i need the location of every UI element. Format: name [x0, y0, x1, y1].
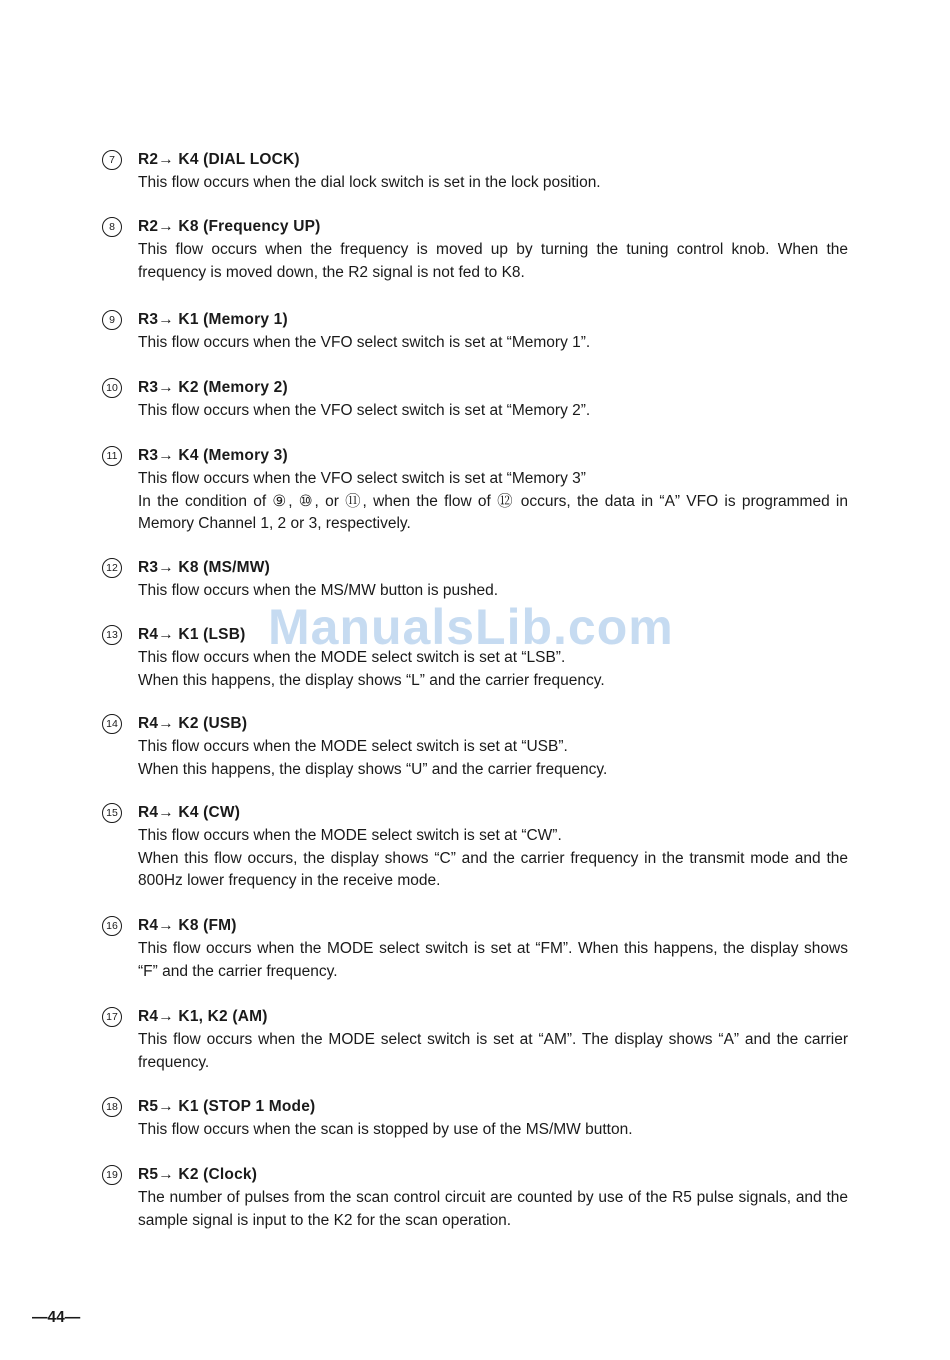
item-body — [138, 400, 848, 423]
item-text: This flow occurs when the dial lock switch is set in the lock position. — [138, 174, 601, 191]
item-text: This flow occurs when the MODE select switch is set at “USB”. — [138, 738, 568, 755]
item-number: 13 — [102, 625, 122, 645]
item-body — [138, 1029, 848, 1074]
item-text: The number of pulses from the scan control circuit are counted by use of the R5 pulse signals, and the sample signal is input to the K2 for the scan operation. — [138, 1189, 848, 1229]
item-number: 10 — [102, 378, 122, 398]
item-text: This flow occurs when the VFO select switch is set at “Memory 1”. — [138, 334, 591, 351]
item-text: When this flow occurs, the display shows “C” and the carrier frequency in the transmit mode and the 800Hz lower frequency in the receive mode. — [138, 849, 848, 889]
item-text: This flow occurs when the MODE select switch is set at “CW”. — [138, 827, 562, 844]
item-number: 17 — [102, 1007, 122, 1027]
item-number: 14 — [102, 714, 122, 734]
item-body — [138, 172, 848, 195]
item-heading: R5→ K1 (STOP 1 Mode) — [138, 1098, 316, 1115]
item-text: This flow occurs when the MS/MW button is pushed. — [138, 582, 499, 599]
item-body — [138, 1119, 848, 1142]
item-number: 9 — [102, 310, 122, 330]
item-text: This flow occurs when the frequency is moved up by turning the tuning control knob. When the frequency is moved down, the R2 signal is not fed to K8. — [138, 241, 848, 281]
item-text: This flow occurs when the VFO select switch is set at “Memory 2”. — [138, 402, 591, 419]
watermark: ManualsLib.com — [268, 599, 674, 655]
item-body — [138, 736, 848, 781]
item-number: 8 — [102, 217, 122, 237]
item-text: When this happens, the display shows “L” and the carrier frequency. — [138, 671, 605, 689]
item-heading: R3→ K1 (Memory 1) — [138, 311, 288, 328]
item-heading: R4→ K1 (LSB) — [138, 626, 246, 643]
item-text: This flow occurs when the MODE select switch is set at “AM”. The display shows “A” and the carrier frequency. — [138, 1031, 848, 1071]
item-body — [138, 468, 848, 536]
item-heading: R4→ K4 (CW) — [138, 804, 241, 821]
item-text: When this happens, the display shows “U” and the carrier frequency. — [138, 760, 608, 778]
item-heading: R4→ K1, K2 (AM) — [138, 1008, 268, 1025]
item-heading: R4→ K2 (USB) — [138, 715, 248, 732]
item-heading: R3→ K2 (Memory 2) — [138, 379, 288, 396]
item-body — [138, 239, 848, 284]
item-text: This flow occurs when the MODE select switch is set at “FM”. When this happens, the display shows “F” and the carrier frequency. — [138, 940, 848, 980]
item-heading: R3→ K8 (MS/MW) — [138, 559, 270, 576]
item-heading: R2→ K4 (DIAL LOCK) — [138, 151, 300, 168]
item-text: This flow occurs when the MODE select switch is set at “LSB”. — [138, 649, 566, 666]
item-body — [138, 825, 848, 893]
item-text: In the condition of ⑨, ⑩, or ⑪, when the flow of ⑫ occurs, the data in “A” VFO is programmed in Memory Channel 1, 2 or 3, respectively. — [138, 492, 848, 532]
item-number: 7 — [102, 150, 122, 170]
page-number: —44— — [32, 1309, 81, 1326]
item-body — [138, 1187, 848, 1232]
item-heading: R5→ K2 (Clock) — [138, 1166, 258, 1183]
item-number: 19 — [102, 1165, 122, 1185]
item-number: 15 — [102, 803, 122, 823]
item-number: 11 — [102, 446, 122, 466]
item-text: This flow occurs when the scan is stopped by use of the MS/MW button. — [138, 1121, 633, 1138]
item-heading: R3→ K4 (Memory 3) — [138, 447, 288, 464]
item-heading: R2→ K8 (Frequency UP) — [138, 218, 321, 235]
item-body — [138, 332, 848, 355]
item-text: This flow occurs when the VFO select switch is set at “Memory 3” — [138, 470, 586, 487]
item-body — [138, 938, 848, 983]
item-number: 18 — [102, 1097, 122, 1117]
item-number: 16 — [102, 916, 122, 936]
item-number: 12 — [102, 558, 122, 578]
item-heading: R4→ K8 (FM) — [138, 917, 237, 934]
